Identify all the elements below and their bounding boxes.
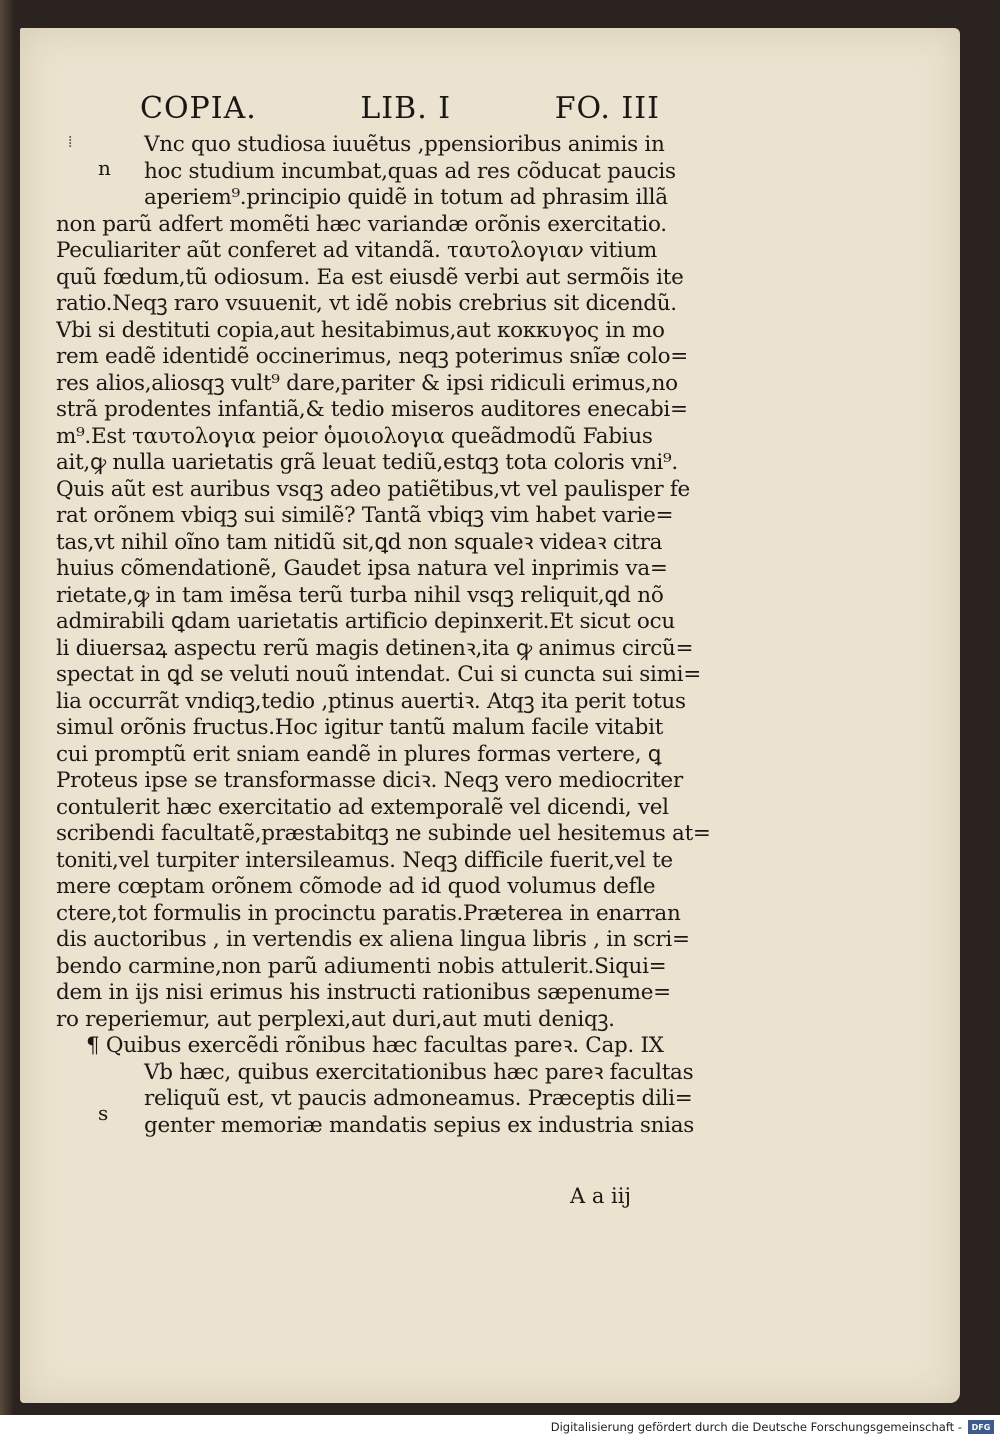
text-line: dis auctoribus , in vertendis ex aliena lingua libris , in scri= bbox=[56, 927, 690, 952]
text-line: spectat in ꝗd se veluti nouũ intendat. Cui si cuncta sui simi= bbox=[56, 662, 701, 687]
text-line: Vbi si destituti copia,aut hesitabimus,aut κοκκυγος in mo bbox=[56, 317, 665, 343]
text-line: huius cõmendationẽ, Gaudet ipsa natura vel inprimis va= bbox=[56, 556, 668, 581]
text-line: ratio.Neqꝫ raro vsuuenit, vt idẽ nobis crebrius sit dicendũ. bbox=[56, 291, 677, 316]
text-line: cui promptũ erit sniam eandẽ in plures formas vertere, ꝗ bbox=[56, 741, 662, 767]
text-line: lia occurrãt vndiqꝫ,tedio ,ptinus auertiꝛ. Atqꝫ ita perit totus bbox=[56, 688, 686, 714]
funding-credit: Digitalisierung gefördert durch die Deutsche Forschungsgemeinschaft - bbox=[550, 1420, 962, 1434]
text-line: aperiem⁹.principio quidẽ in totum ad phrasim illã bbox=[144, 185, 668, 210]
text-line: scribendi facultatẽ,præstabitqꝫ ne subinde uel hesitemus at= bbox=[56, 821, 711, 846]
main-text bbox=[56, 132, 736, 1139]
text-line: rat orõnem vbiqꝫ sui similẽ? Tantã vbiqꝫ vim habet varie= bbox=[56, 503, 674, 528]
text-line: Quis aũt est auribus vsqꝫ adeo patiẽtibus,vt vel paulisper fe bbox=[56, 476, 690, 502]
text-line: ait,ꝙ nulla uarietatis grã leuat tediũ,estqꝫ tota coloris vni⁹. bbox=[56, 450, 678, 475]
text-line: ctere,tot formulis in procinctu paratis.Præterea in enarran bbox=[56, 900, 681, 926]
text-line: quũ fœdum,tũ odiosum. Ea est eiusdẽ verbi aut sermõis ite bbox=[56, 264, 684, 290]
guide-letter-bottom: s bbox=[98, 1101, 109, 1125]
text-line: strã prodentes infantiã,& tedio miseros auditores enecabi= bbox=[56, 397, 688, 422]
dfg-logo-icon: DFG bbox=[968, 1420, 994, 1434]
text-line: toniti,vel turpiter intersileamus. Neqꝫ difficile fuerit,vel te bbox=[56, 847, 673, 873]
text-line: Vb hæc, quibus exercitationibus hæc pareꝛ facultas bbox=[144, 1059, 694, 1085]
chapter-heading: ¶ Quibus exercẽdi rõnibus hæc facultas pareꝛ. Cap. IX bbox=[86, 1033, 664, 1058]
running-head-title: COPIA. bbox=[140, 90, 257, 126]
text-line: rem eadẽ identidẽ occinerimus, neqꝫ poterimus snĩæ colo= bbox=[56, 344, 688, 369]
text-line: m⁹.Est ταυτολογια peior ὁμοιολογια queãdmodũ Fabius bbox=[56, 423, 653, 449]
text-line: rietate,ꝙ in tam imẽsa terũ turba nihil vsqꝫ reliquit,ꝗd nõ bbox=[56, 582, 664, 608]
signature-mark: A a iij bbox=[570, 1184, 631, 1208]
text-line: ro reperiemur, aut perplexi,aut duri,aut muti deniqꝫ. bbox=[56, 1006, 615, 1032]
text-line: mere cœptam orõnem cõmode ad id quod volumus defle bbox=[56, 874, 656, 899]
margin-mark-icon: ⁞ bbox=[68, 132, 73, 151]
book-page bbox=[20, 28, 960, 1403]
text-line: tas,vt nihil oĩno tam nitidũ sit,ꝗd non squaleꝛ videaꝛ citra bbox=[56, 529, 663, 555]
digitization-footer bbox=[0, 1415, 1000, 1439]
text-line: contulerit hæc exercitatio ad extemporalẽ vel dicendi, vel bbox=[56, 794, 669, 820]
text-line: res alios,aliosqꝫ vult⁹ dare,pariter & ipsi ridiculi erimus,no bbox=[56, 370, 678, 396]
text-line: Proteus ipse se transformasse diciꝛ. Neqꝫ vero mediocriter bbox=[56, 768, 683, 793]
text-line: admirabili ꝗdam uarietatis artificio depinxerit.Et sicut ocu bbox=[56, 609, 675, 634]
text-line: Peculiariter aũt conferet ad vitandã. ταυτολογιαν vitium bbox=[56, 238, 658, 263]
text-line: dem in ijs nisi erimus his instructi rationibus sæpenume= bbox=[56, 980, 671, 1005]
running-head bbox=[140, 86, 660, 130]
text-line: non parũ adfert momẽti hæc variandæ orõnis exercitatio. bbox=[56, 211, 667, 237]
text-line: Vnc quo studiosa iuuẽtus ,ppensioribus animis in bbox=[144, 132, 665, 157]
text-line: bendo carmine,non parũ adiumenti nobis attulerit.Siqui= bbox=[56, 953, 667, 979]
text-line: hoc studium incumbat,quas ad res cõducat paucis bbox=[144, 158, 676, 184]
text-line: genter memoriæ mandatis sepius ex industria snias bbox=[144, 1112, 694, 1138]
guide-letter-top: n bbox=[98, 156, 111, 180]
text-line: reliquũ est, vt paucis admoneamus. Præceptis dili= bbox=[144, 1086, 693, 1111]
running-head-folio: FO. III bbox=[554, 90, 660, 126]
book-binding-edge bbox=[0, 0, 14, 1415]
text-line: li diuersaꝝ aspectu rerũ magis detinenꝛ,ita ꝙ animus circũ= bbox=[56, 635, 694, 661]
running-head-book: LIB. I bbox=[360, 90, 452, 126]
text-line: simul orõnis fructus.Hoc igitur tantũ malum facile vitabit bbox=[56, 715, 664, 740]
